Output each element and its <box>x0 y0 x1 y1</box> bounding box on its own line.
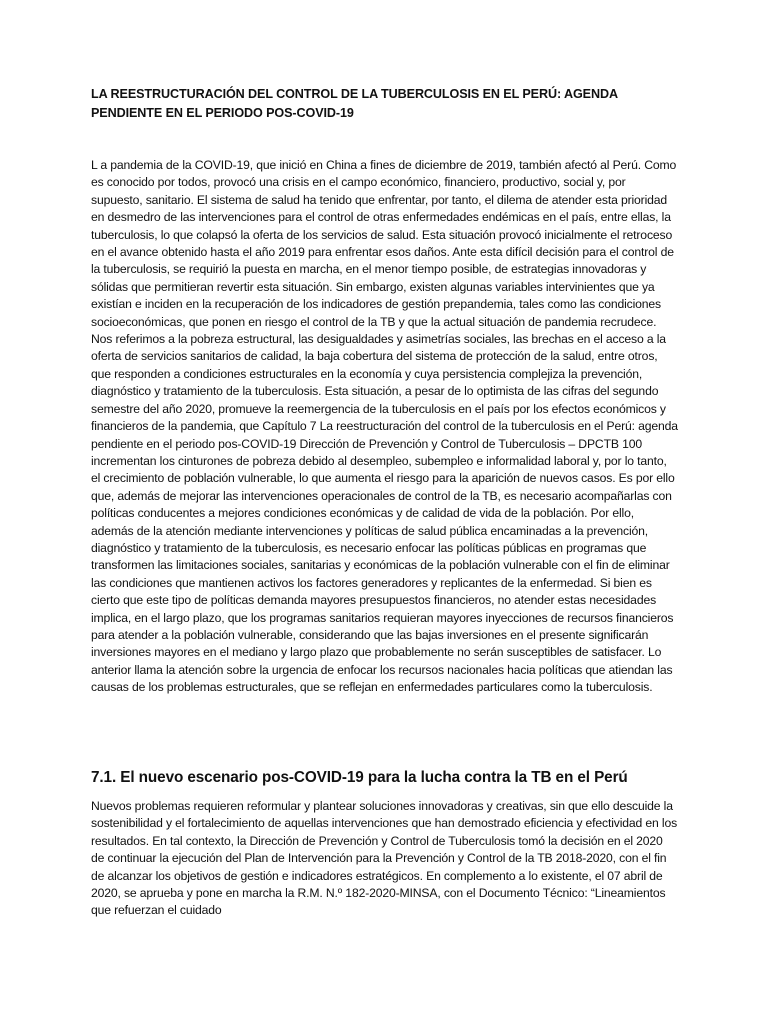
intro-paragraph: L a pandemia de la COVID-19, que inició en China a fines de diciembre de 2019, también afectó al Perú. Como es conocido por todos, provocó una crisis en el campo económico, financiero, productivo, social y, por supuesto, sanitario. El sistema de salud ha tenido que enfrentar, por tanto, el dilema de atender esta prioridad en desmedro de las intervenciones para el control de otras enfermedades endémicas en el país, entre ellas, la tuberculosis, lo que colapsó la oferta de los servicios de salud. Esta situación provocó inicialmente el retroceso en el avance obtenido hasta el año 2019 para enfrentar esos daños. Ante esta difícil decisión para el control de la tuberculosis, se requirió la puesta en marcha, en el menor tiempo posible, de estrategias innovadoras y sólidas que permitieran revertir esta situación. Sin embargo, existen algunas variables intervinientes que ya existían e inciden en la recuperación de los indicadores de gestión prepandemia, tales como las condiciones socioeconómicas, que ponen en riesgo el control de la TB y que la actual situación de pandemia recrudece. Nos referimos a la pobreza estructural, las desigualdades y asimetrías sociales, las brechas en el acceso a la oferta de servicios sanitarios de calidad, la baja cobertura del sistema de protección de la salud, entre otros, que responden a condiciones estructurales en la economía y cuya persistencia complejiza la prevención, diagnóstico y tratamiento de la tuberculosis. Esta situación, a pesar de lo optimista de las cifras del segundo semestre del año 2020, promueve la reemergencia de la tuberculosis en el país por los efectos económicos y financieros de la pandemia, que Capítulo 7 La reestructuración del control de la tuberculosis en el Perú: agenda pendiente en el periodo pos-COVID-19 Dirección de Prevención y Control de Tuberculosis – DPCTB 100 incrementan los cinturones de pobreza debido al desempleo, subempleo e informalidad laboral y, por lo tanto, el crecimiento de población vulnerable, lo que aumenta el riesgo para la aparición de nuevos casos. Es por ello que, además de mejorar las intervenciones operacionales de control de la TB, es necesario acompañarlas con políticas conducentes a mejores condiciones económicas y de calidad de vida de la población. Por ello, además de la atención mediante intervenciones y políticas de salud pública encaminadas a la prevención, diagnóstico y tratamiento de la tuberculosis, es necesario enfocar las políticas públicas en programas que transformen las limitaciones sociales, sanitarias y económicas de la población vulnerable con el fin de eliminar las condiciones que mantienen activos los factores generadores y replicantes de la enfermedad. Si bien es cierto que este tipo de políticas demanda mayores presupuestos financieros, no atender estas necesidades implica, en el largo plazo, que los programas sanitarios requieran mayores inyecciones de recursos financieros para atender a la población vulnerable, considerando que las bajas inversiones en el presente significarán inversiones mayores en el mediano y largo plazo que probablemente no serán susceptibles de satisfacer. Lo anterior llama la atención sobre la urgencia de enfocar los recursos nacionales hacia políticas que atiendan las causas de los problemas estructurales, que se reflejan en enfermedades particulares como la tuberculosis. <box>91 158 678 695</box>
document-title: LA REESTRUCTURACIÓN DEL CONTROL DE LA TUBERCULOSIS EN EL PERÚ: AGENDA PENDIENTE EN EL PERIODO POS-COVID-19 <box>91 87 618 120</box>
section-heading: 7.1. El nuevo escenario pos-COVID-19 para la lucha contra la TB en el Perú <box>91 769 628 786</box>
section-paragraph: Nuevos problemas requieren reformular y plantear soluciones innovadoras y creativas, sin que ello descuide la sostenibilidad y el fortalecimiento de aquellas intervenciones que han demostrado eficiencia y efectividad en los resultados. En tal contexto, la Dirección de Prevención y Control de Tuberculosis tomó la decisión en el 2020 de continuar la ejecución del Plan de Intervención para la Prevención y Control de la TB 2018-2020, con el fin de alcanzar los objetivos de gestión e indicadores estratégicos. En complemento a lo existente, el 07 abril de 2020, se aprueba y pone en marcha la R.M. N.º 182-2020-MINSA, con el Documento Técnico: “Lineamientos que refuerzan el cuidado <box>91 799 678 918</box>
